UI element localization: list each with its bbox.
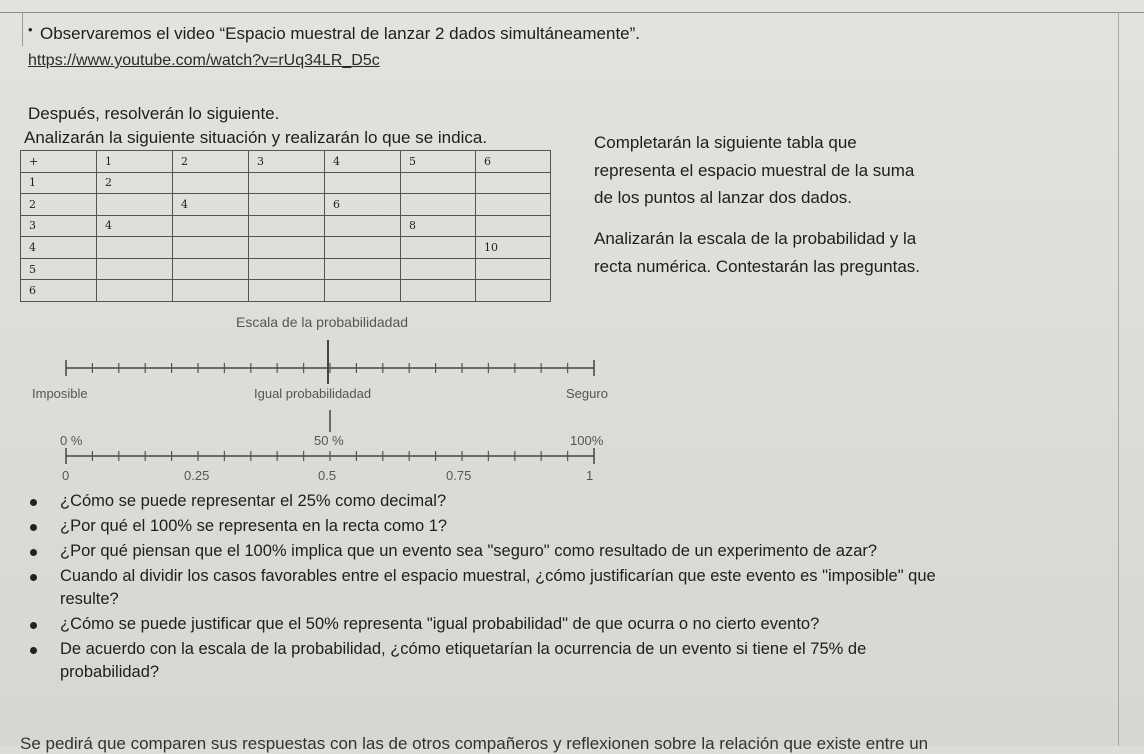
table-row-header: 1 bbox=[21, 172, 97, 194]
table-cell bbox=[476, 280, 551, 302]
table-header-cell: + bbox=[21, 151, 97, 173]
question-text: Cuando al dividir los casos favorables entre el espacio muestral, ¿cómo justificarían que este evento es "imposible" que bbox=[60, 567, 936, 585]
table-header-row bbox=[21, 151, 551, 173]
table-cell bbox=[173, 258, 249, 280]
table-row-header: 2 bbox=[21, 194, 97, 216]
table-cell: 10 bbox=[476, 237, 551, 259]
table-row-header: 5 bbox=[21, 258, 97, 280]
table-cell bbox=[249, 237, 325, 259]
right-p1-line2: representa el espacio muestral de la suma bbox=[594, 161, 915, 180]
top-rule bbox=[0, 12, 1144, 13]
right-rule bbox=[1118, 12, 1119, 746]
table-header-cell: 3 bbox=[249, 151, 325, 173]
label-seguro: Seguro bbox=[566, 386, 608, 401]
table-row bbox=[21, 258, 551, 280]
left-rule bbox=[22, 12, 23, 46]
table-cell bbox=[401, 280, 476, 302]
bullet-icon bbox=[30, 647, 37, 654]
question-text: ¿Por qué el 100% se representa en la recta como 1? bbox=[60, 517, 448, 535]
table-cell bbox=[249, 215, 325, 237]
table-cell bbox=[173, 237, 249, 259]
table-cell bbox=[97, 237, 173, 259]
table-cell: 4 bbox=[97, 215, 173, 237]
question-text: De acuerdo con la escala de la probabilidad, ¿cómo etiquetarían la ocurrencia de un evento si tiene el 75% de bbox=[60, 640, 867, 658]
table-row bbox=[21, 215, 551, 237]
right-p1-line1: Completarán la siguiente tabla que bbox=[594, 133, 857, 152]
table-cell bbox=[97, 194, 173, 216]
question-text-cont: resulte? bbox=[60, 590, 119, 608]
pct-0: 0 % bbox=[60, 433, 83, 448]
table-row bbox=[21, 194, 551, 216]
label-imposible: Imposible bbox=[32, 386, 88, 401]
question-text: ¿Por qué piensan que el 100% implica que un evento sea "seguro" como resultado de un experimento de azar? bbox=[60, 542, 878, 560]
question-text-cont: probabilidad? bbox=[60, 663, 160, 681]
table-row-header: 6 bbox=[21, 280, 97, 302]
pct-50: 50 % bbox=[314, 433, 344, 448]
footer-cut-text: Se pedirá que comparen sus respuestas con las de otros compañeros y reflexionen sobre la relación que existe entre un bbox=[20, 734, 929, 753]
question-item bbox=[0, 613, 1110, 636]
bullet-icon bbox=[30, 499, 37, 506]
question-list bbox=[0, 490, 1110, 686]
question-text: ¿Cómo se puede representar el 25% como decimal? bbox=[60, 492, 447, 510]
table-row bbox=[21, 237, 551, 259]
table-cell bbox=[476, 194, 551, 216]
table-cell bbox=[401, 194, 476, 216]
bullet-icon bbox=[30, 622, 37, 629]
table-row bbox=[21, 172, 551, 194]
table-header-cell: 5 bbox=[401, 151, 476, 173]
analyze-instruction: Analizarán la siguiente situación y realizarán lo que se indica. bbox=[24, 128, 488, 147]
question-item bbox=[0, 515, 1110, 538]
pct-100: 100% bbox=[570, 433, 604, 448]
bullet-icon bbox=[30, 549, 37, 556]
table-cell bbox=[325, 215, 401, 237]
table-row-header: 4 bbox=[21, 237, 97, 259]
table-cell bbox=[249, 280, 325, 302]
table-cell bbox=[97, 258, 173, 280]
table-cell bbox=[173, 280, 249, 302]
after-instruction: Después, resolverán lo siguiente. bbox=[28, 104, 280, 123]
dice-sum-table bbox=[20, 150, 551, 302]
num-075: 0.75 bbox=[446, 468, 472, 483]
probability-scale-figure bbox=[0, 330, 640, 490]
table-cell bbox=[249, 194, 325, 216]
table-cell: 2 bbox=[97, 172, 173, 194]
bullet-icon bbox=[30, 574, 37, 581]
table-cell bbox=[401, 237, 476, 259]
question-item bbox=[0, 490, 1110, 513]
table-cell: 6 bbox=[325, 194, 401, 216]
table-cell bbox=[476, 172, 551, 194]
table-cell bbox=[249, 172, 325, 194]
table-cell bbox=[476, 258, 551, 280]
right-p2-line2: recta numérica. Contestarán las preguntas. bbox=[594, 257, 921, 276]
right-p2-line1: Analizarán la escala de la probabilidad y la bbox=[594, 229, 917, 248]
table-header-cell: 4 bbox=[325, 151, 401, 173]
table-cell bbox=[173, 172, 249, 194]
video-instruction: Observaremos el video “Espacio muestral de lanzar 2 dados simultáneamente”. bbox=[40, 24, 641, 43]
label-igual: Igual probabilidadad bbox=[254, 386, 372, 401]
table-cell bbox=[401, 172, 476, 194]
table-cell: 4 bbox=[173, 194, 249, 216]
table-cell bbox=[325, 172, 401, 194]
table-cell: 8 bbox=[401, 215, 476, 237]
table-row bbox=[21, 280, 551, 302]
table-header-cell: 2 bbox=[173, 151, 249, 173]
num-05: 0.5 bbox=[318, 468, 337, 483]
question-item bbox=[0, 638, 1110, 684]
table-header-cell: 6 bbox=[476, 151, 551, 173]
table-cell bbox=[325, 237, 401, 259]
table-cell bbox=[325, 280, 401, 302]
question-text: ¿Cómo se puede justificar que el 50% representa "igual probabilidad" de que ocurra o no cierto evento? bbox=[60, 615, 820, 633]
question-item bbox=[0, 565, 1110, 611]
intro-bullet: • bbox=[28, 22, 33, 37]
num-025: 0.25 bbox=[184, 468, 210, 483]
table-cell bbox=[401, 258, 476, 280]
table-cell bbox=[173, 215, 249, 237]
video-link[interactable]: https://www.youtube.com/watch?v=rUq34LR_D5c bbox=[28, 52, 380, 69]
num-0: 0 bbox=[62, 468, 70, 483]
num-1: 1 bbox=[586, 468, 594, 483]
table-row-header: 3 bbox=[21, 215, 97, 237]
table-cell bbox=[325, 258, 401, 280]
right-p1-line3: de los puntos al lanzar dos dados. bbox=[594, 188, 853, 207]
bullet-icon bbox=[30, 524, 37, 531]
table-cell bbox=[476, 215, 551, 237]
scale-title: Escala de la probabilidadad bbox=[236, 314, 409, 330]
table-header-cell: 1 bbox=[97, 151, 173, 173]
table-cell bbox=[97, 280, 173, 302]
question-item bbox=[0, 540, 1110, 563]
table-cell bbox=[249, 258, 325, 280]
